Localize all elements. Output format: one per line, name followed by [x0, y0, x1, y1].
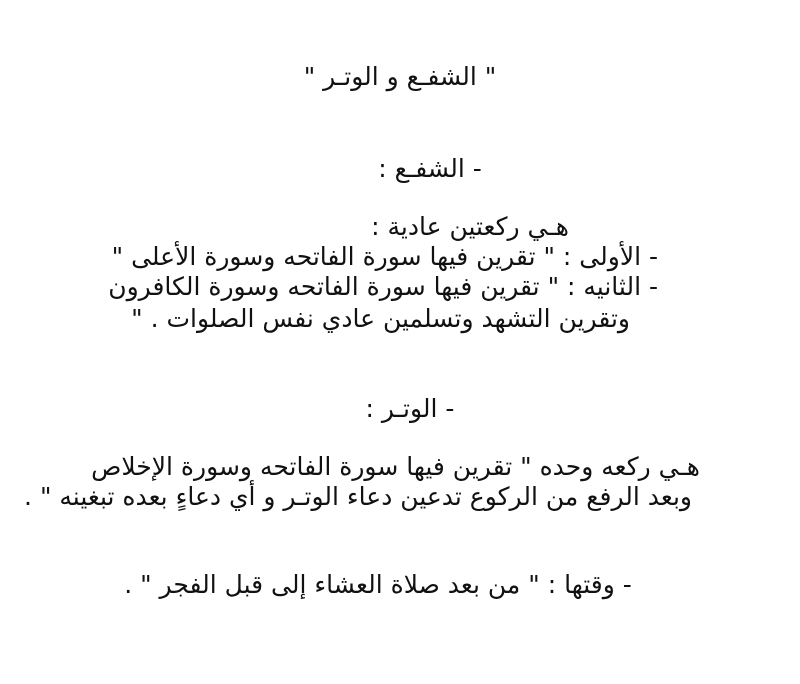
section-heading-shafa: - الشفـع : [378, 154, 482, 183]
shafa-intro: هـي ركعتين عادية : [371, 212, 569, 241]
shafa-second-rakah-continued: وتقرين التشهد وتسلمين عادي نفس الصلوات . " [131, 304, 630, 333]
section-heading-witr: - الوتـر : [365, 394, 455, 423]
witr-timing: - وقتها : " من بعد صلاة العشاء إلى قبل الفجر " . [124, 570, 632, 599]
shafa-second-rakah: - الثانيه : " تقرين فيها سورة الفاتحه وسورة الكافرون [108, 272, 658, 301]
shafa-first-rakah: - الأولى : " تقرين فيها سورة الفاتحه وسورة الأعلى " [111, 242, 658, 271]
document-title: " الشفـع و الوتـر " [303, 62, 497, 91]
witr-line-2: وبعد الرفع من الركوع تدعين دعاء الوتـر و أي دعاءٍ بعده تبغينه " . [24, 482, 692, 511]
witr-line-1: هـي ركعه وحده " تقرين فيها سورة الفاتحه وسورة الإخلاص [91, 452, 700, 481]
